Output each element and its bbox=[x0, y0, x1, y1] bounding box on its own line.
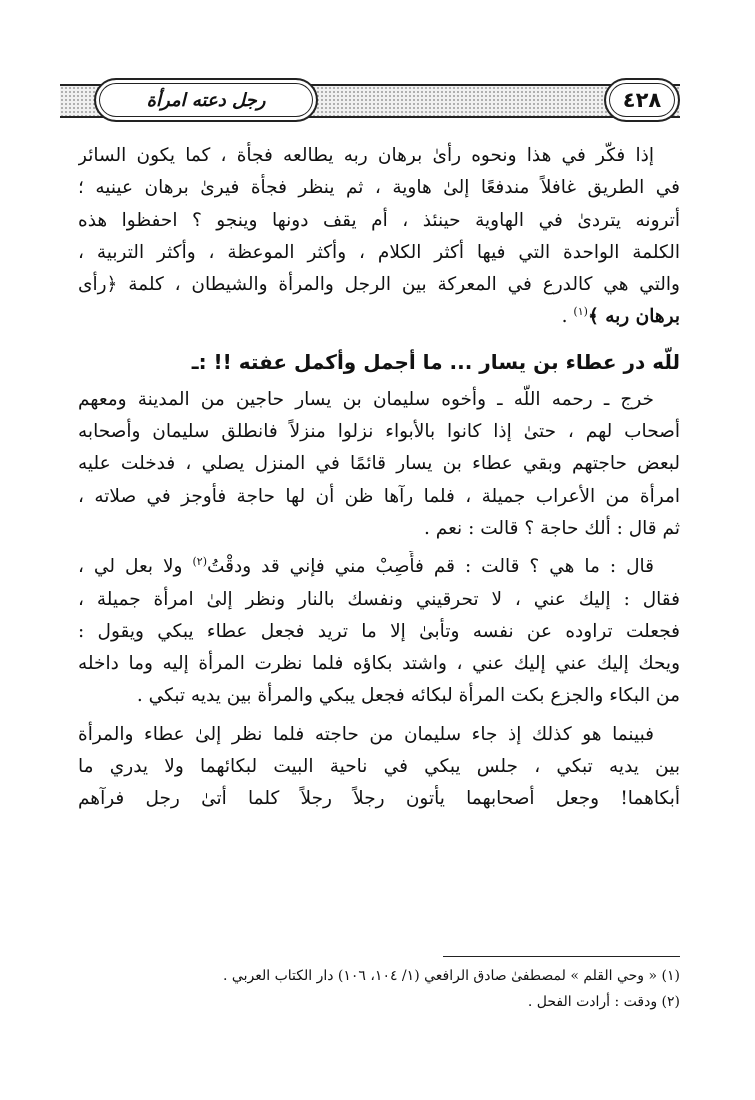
text-line bbox=[78, 551, 680, 583]
text-line: ثم قال : ألك حاجة ؟ قالت : نعم . bbox=[424, 517, 680, 539]
footnote-1: (١) « وحي القلم » لمصطفىٰ صادق الرافعي (١/ ١٠٤، ١٠٦) دار الكتاب العربي . bbox=[223, 968, 680, 984]
text-line: فقال : إليك عني ، لا تحرقيني ونفسك بالنار ونظر إلىٰ امرأة جميلة ، bbox=[78, 588, 680, 610]
text-line: لبعض حاجتهم وبقي عطاء بن يسار قائمًا في المنزل يصلي ، فدخلت عليه bbox=[78, 453, 680, 475]
running-title: رجل دعته امرأة bbox=[94, 78, 318, 122]
footnote-marker-1: (١) bbox=[573, 305, 588, 319]
text-line: فجعلت تراوده عن نفسه وتأبىٰ إلا ما تريد فجعل عطاء يبكي ويقول : bbox=[78, 620, 680, 642]
text-line: أبكاهما! وجعل أصحابهما يأتون رجلاً رجلاً كلما أتىٰ رجل فرآهم bbox=[78, 788, 680, 810]
text-line: امرأة من الأعراب جميلة ، فلما رآها ظن أن لها حاجة فأوجز في صلاته ، bbox=[78, 485, 680, 507]
text-line: خرج ـ رحمه اللّه ـ وأخوه سليمان بن يسار حاجين من المدينة ومعهم bbox=[78, 388, 654, 410]
text-line: في الطريق غافلاً مندفعًا إلىٰ هاوية ، ثم ينظر فجأة فيرىٰ برهان عينيه ؛ bbox=[78, 177, 680, 199]
text-line: والتي هي كالدرع في المعركة بين الرجل والمرأة والشيطان ، كلمة ﴿رأى bbox=[78, 274, 680, 296]
page-header bbox=[60, 78, 680, 122]
line-end: . bbox=[561, 306, 574, 328]
main-text bbox=[78, 140, 680, 816]
text-line bbox=[78, 301, 680, 333]
page-number: ٤٢٨ bbox=[604, 78, 680, 122]
text-line: فبينما هو كذلك إذ جاء سليمان من حاجته فلما نظر إلىٰ عطاء والمرأة bbox=[78, 723, 654, 745]
footnote-marker-2: (٢) bbox=[192, 555, 207, 569]
line-end: ولا بعل لي ، bbox=[78, 556, 193, 578]
footnote-2: (٢) ودقت : أرادت الفحل . bbox=[527, 994, 680, 1010]
text-line: إذا فكّر في هذا ونحوه رأىٰ برهان ربه يطالعه فجأة ، كما يكون السائر bbox=[78, 145, 654, 166]
section-heading: للّه در عطاء بن يسار ... ما أجمل وأكمل عفته !! :ـ bbox=[191, 349, 680, 374]
quoted-phrase: برهان ربه ﴾ bbox=[587, 306, 680, 328]
text-line: من البكاء والجزع بكت المرأة لبكائه فجعل يبكي والمرأة بين يديه تبكي . bbox=[136, 685, 680, 707]
text-line: أترونه يتردىٰ في الهاوية حينئذ ، أم يقف دونها وينجو ؟ احفظوا هذه bbox=[78, 209, 680, 231]
footnote-divider bbox=[443, 956, 680, 957]
line-start: قال : ما هي ؟ قالت : قم فأَصِبْ مني فإني قد ودقْتُ bbox=[206, 556, 654, 578]
text-line: أصحاب لهم ، حتىٰ إذا كانوا بالأبواء نزلوا منزلاً فانطلق سليمان وأصحابه bbox=[78, 421, 680, 443]
footnotes bbox=[78, 963, 680, 1015]
text-line: بين يديه تبكي ، جلس يبكي في ناحية البيت لبكائهما ولا يدري ما bbox=[78, 756, 680, 778]
text-line: ويحك إليك عني إليك عني ، واشتد بكاؤه فلما نظرت المرأة إليه وما داخله bbox=[78, 653, 680, 675]
text-line: الكلمة الواحدة التي فيها أكثر الكلام ، وأكثر الموعظة ، وأكثر التربية ، bbox=[78, 241, 680, 263]
